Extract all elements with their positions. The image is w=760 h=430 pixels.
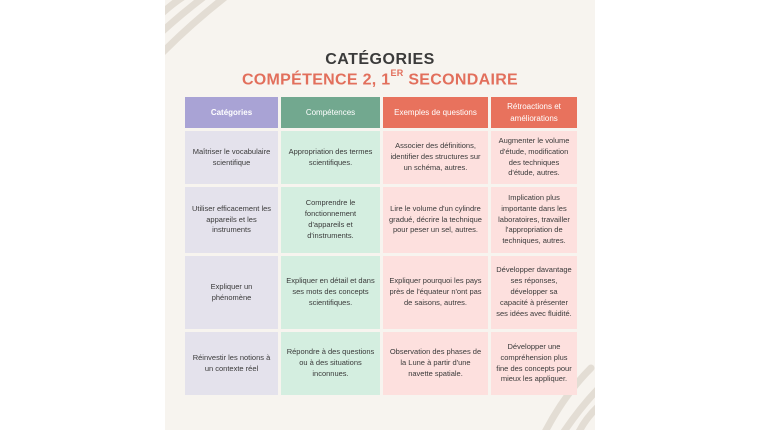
infographic-card (165, 0, 595, 430)
cell-category: Utiliser efficacement les appareils et les instruments (185, 187, 278, 253)
cell-competence: Répondre à des questions ou à des situations inconnues. (281, 332, 380, 395)
cell-category: Réinvestir les notions à un contexte réel (185, 332, 278, 395)
cell-question: Expliquer pourquoi les pays près de l'équateur n'ont pas de saisons, autres. (383, 256, 488, 329)
header-questions: Exemples de questions (383, 97, 488, 128)
cell-competence: Expliquer en détail et dans ses mots des concepts scientifiques. (281, 256, 380, 329)
categories-table (185, 97, 577, 395)
cell-retroaction: Augmenter le volume d'étude, modification des techniques d'étude, autres. (491, 131, 577, 184)
subtitle-superscript: ER (390, 68, 404, 78)
page-subtitle (165, 70, 595, 89)
cell-category: Expliquer un phénomène (185, 256, 278, 329)
subtitle-main: COMPÉTENCE 2, 1 (241, 71, 391, 89)
cell-competence: Comprendre le fonctionnement d'appareils et d'instruments. (281, 187, 380, 253)
subtitle-rest: SECONDAIRE (403, 71, 519, 89)
cell-retroaction: Implication plus importante dans les laboratoires, travailler l'appropriation de techniques, autres. (491, 187, 577, 253)
header-competences: Compétences (281, 97, 380, 128)
cell-category: Maîtriser le vocabulaire scientifique (185, 131, 278, 184)
cell-retroaction: Développer une compréhension plus fine des concepts pour mieux les appliquer. (491, 332, 577, 395)
cell-question: Associer des définitions, identifier des structures sur un schéma, autres. (383, 131, 488, 184)
cell-question: Observation des phases de la Lune à partir d'une navette spatiale. (383, 332, 488, 395)
cell-competence: Appropriation des termes scientifiques. (281, 131, 380, 184)
cell-question: Lire le volume d'un cylindre gradué, décrire la technique pour peser un sel, autres. (383, 187, 488, 253)
cell-retroaction: Développer davantage ses réponses, développer sa capacité à présenter ses idées avec fluidité. (491, 256, 577, 329)
header-categories: Catégories (185, 97, 278, 128)
header-retroactions: Rétroactions et améliorations (491, 97, 577, 128)
page-title: CATÉGORIES (325, 51, 435, 68)
